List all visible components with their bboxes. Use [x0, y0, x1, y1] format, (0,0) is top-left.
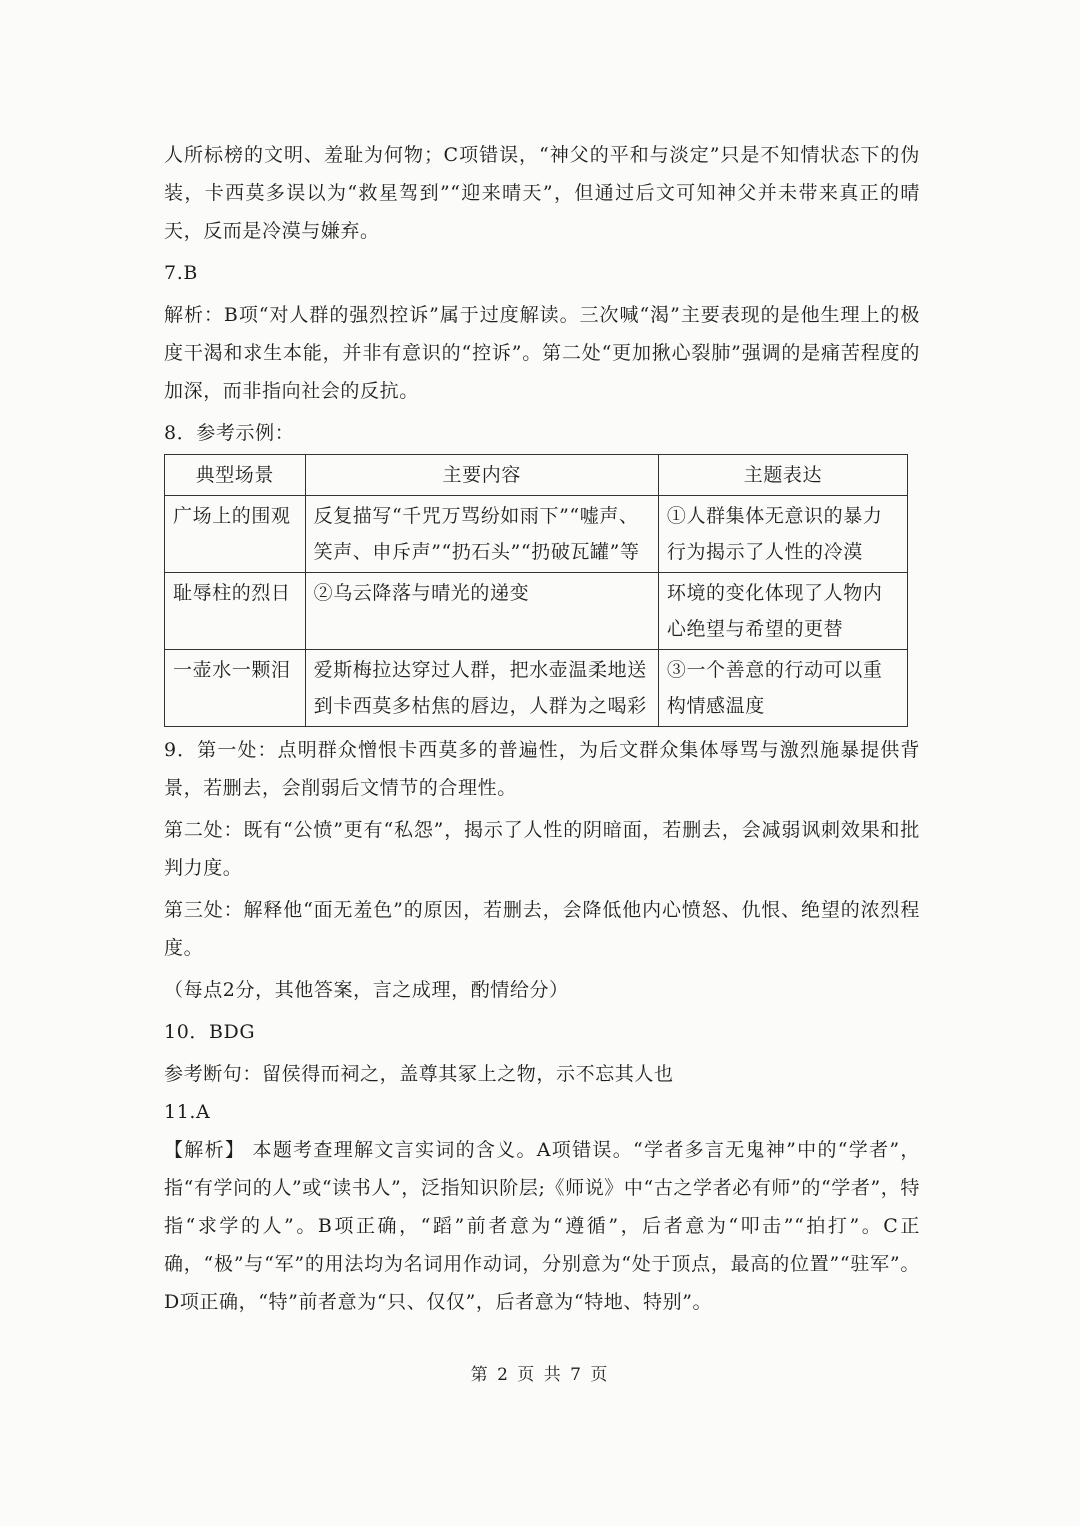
answer-8-label: 8．参考示例： [164, 422, 295, 444]
table-cell: 爱斯梅拉达穿过人群，把水壶温柔地送到卡西莫多枯焦的唇边，人群为之喝彩 [305, 650, 658, 727]
answer-11-label: 11.A [164, 1101, 211, 1123]
table-cell: 耻辱柱的烈日 [165, 573, 306, 650]
table-cell: ③一个善意的行动可以重构情感温度 [658, 650, 907, 727]
table-cell: ①人群集体无意识的暴力行为揭示了人性的冷漠 [658, 496, 907, 573]
answer-11-analysis: 【解析】 本题考查理解文言实词的含义。A项错误。“学者多言无鬼神”中的“学者”，指“有学问的人”或“读书人”，泛指知识阶层;《师说》中“古之学者必有师”的“学者”，特指“求学的人”。B项正确，“蹈”前者意为“遵循”，后者意为“叩击”“拍打”。C正确，“极”与“军”的用法均为名词用作动词，分别意为“处于顶点，最高的位置”“驻军”。D项正确，“特”前者意为“只、仅仅”，后者意为“特地、特别”。 [164, 1139, 920, 1313]
answer-10-punctuation: 参考断句：留侯得而祠之，盖尊其冢上之物，示不忘其人也 [164, 1063, 674, 1085]
table-cell: 广场上的围观 [165, 496, 306, 573]
answer-9-scoring: （每点2分，其他答案，言之成理，酌情给分） [164, 979, 569, 1001]
page-content [164, 136, 920, 1321]
answer-9-first: 9．第一处：点明群众憎恨卡西莫多的普遍性，为后文群众集体辱骂与激烈施暴提供背景，若删去，会削弱后文情节的合理性。 [164, 739, 920, 799]
table-row [165, 573, 908, 650]
table-cell: 一壶水一颗泪 [165, 650, 306, 727]
answer-6-continuation: 人所标榜的文明、羞耻为何物；C项错误，“神父的平和与淡定”只是不知情状态下的伪装，卡西莫多误以为“救星驾到”“迎来晴天”，但通过后文可知神父并未带来真正的晴天，反而是冷漠与嫌弃。 [164, 144, 920, 242]
answer-9-third: 第三处：解释他“面无羞色”的原因，若删去，会降低他内心愤怒、仇恨、绝望的浓烈程度。 [164, 899, 920, 959]
table-row [165, 496, 908, 573]
table-header-cell: 典型场景 [165, 455, 306, 496]
table-header-cell: 主题表达 [658, 455, 907, 496]
table-header-row [165, 455, 908, 496]
answer-7-analysis: 解析：B项“对人群的强烈控诉”属于过度解读。三次喊“渴”主要表现的是他生理上的极度干渴和求生本能，并非有意识的“控诉”。第二处“更加揪心裂肺”强调的是痛苦程度的加深，而非指向社会的反抗。 [164, 304, 920, 402]
answer-8-table [164, 454, 908, 727]
page-number: 第 2 页 共 7 页 [470, 1365, 610, 1385]
table-cell: 反复描写“千咒万骂纷如雨下”“嘘声、笑声、申斥声”“扔石头”“扔破瓦罐”等 [305, 496, 658, 573]
answer-9-second: 第二处：既有“公愤”更有“私怨”，揭示了人性的阴暗面，若删去，会减弱讽刺效果和批判力度。 [164, 819, 920, 879]
table-row [165, 650, 908, 727]
answer-7-label: 7.B [164, 262, 198, 284]
table-cell: ②乌云降落与晴光的递变 [305, 573, 658, 650]
table-cell: 环境的变化体现了人物内心绝望与希望的更替 [658, 573, 907, 650]
table-header-cell: 主要内容 [305, 455, 658, 496]
answer-10-label: 10．BDG [164, 1021, 256, 1043]
